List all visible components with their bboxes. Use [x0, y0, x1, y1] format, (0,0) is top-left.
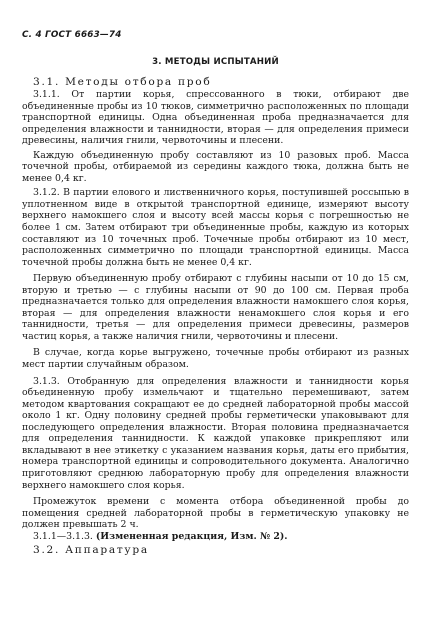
subsection-heading-apparatus: 3.2. Аппаратура: [33, 544, 149, 557]
section-title: 3. МЕТОДЫ ИСПЫТАНИЙ: [152, 57, 279, 67]
paragraph-3-1-2: 3.1.2. В партии елового и лиственничного корья, поступившей россыпью в уплотненном виде в открытой транспортной единице, измеряют высоту верхнего намокшего слоя и высоту всей массы корья с погрешностью не более 1 см. Затем отбирают три объединенные пробы, каждую из которых составляют из 10 точечных проб. Точечные пробы отбирают из 10 мест, расположенных симметрично по площади транспортной единицы. Масса точечной пробы должна быть не менее 0,4 кг.: [22, 187, 409, 268]
paragraph-sample-mass-bales: Каждую объединенную пробу составляют из 10 разовых проб. Масса точечной пробы, отбираемой из середины каждого тюка, должна быть не менее 0,4 кг.: [22, 149, 409, 184]
paragraph-time-limit: Промежуток времени с момента отбора объединенной пробы до помещения средней лабораторной пробы в герметическую упаковку не должен превышать 2 ч.: [22, 496, 409, 531]
change-note-text: (Измененная редакция, Изм. № 2).: [95, 530, 288, 542]
paragraph-3-1-3: 3.1.3. Отобранную для определения влажности и таннидности корья объединенную пробу измельчают и тщательно перемешивают, затем методом квартования сокращают ее до средней лабораторной пробы массой около 1 кг. Одну половину средней пробы герметически упаковывают для последующего определения влажности. Вторая половина предназначается для определения таннидности. К каждой упаковке прикрепляют или вкладывают в нее этикетку с указанием названия корья, даты его прибытия, номера транспортной единицы и сопроводительного документа. Аналогично приготовляют среднюю лабораторную пробу для определения влажности верхнего намокшего слоя корья.: [22, 375, 409, 491]
paragraph-unloaded-bark: В случае, когда корье выгружено, точечные пробы отбирают из разных мест партии случайным образом.: [22, 347, 409, 371]
subsection-heading-sampling: 3.1. Методы отбора проб: [33, 76, 212, 88]
change-note: [22, 531, 409, 543]
page-header: С. 4 ГОСТ 6663—74: [22, 30, 122, 40]
paragraph-sample-depths: Первую объединенную пробу отбирают с глубины насыпи от 10 до 15 см, вторую и третью — с глубины насыпи от 90 до 100 см. Первая проба предназначается только для определения влажности намокшего слоя корья, вторая — для определения влажности ненамокшего слоя корья и его таннидности, третья — для определения примеси древесины, размеров частиц корья, а также наличия гнили, червоточины и плесени.: [22, 273, 409, 342]
change-note-range: 3.1.1—3.1.3.: [33, 530, 93, 542]
paragraph-3-1-1: 3.1.1. От партии корья, спрессованного в тюки, отбирают две объединенные пробы из 10 тюков, симметрично расположенных по площади транспортной единицы. Одна объединенная проба предназначается для определения влажности и таннидности, вторая — для определения примеси древесины, наличия гнили, червоточины и плесени.: [22, 89, 409, 147]
